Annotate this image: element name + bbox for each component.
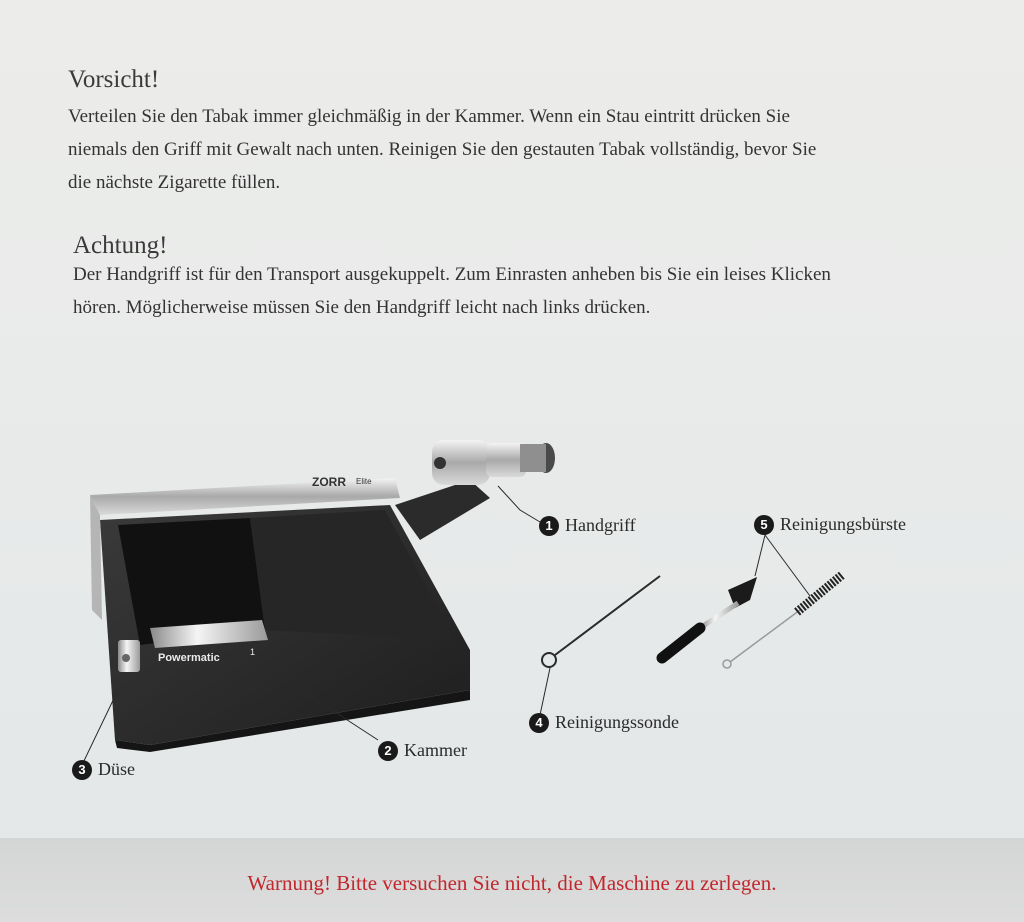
- brush-handle: [662, 628, 700, 658]
- paragraph-vorsicht: [68, 100, 816, 199]
- handle-hole: [434, 457, 446, 469]
- callout-kammer: [378, 740, 467, 761]
- callout-reinigungssonde: [529, 712, 679, 733]
- paragraph-line: Verteilen Sie den Tabak immer gleichmäßig in der Kammer. Wenn ein Stau eintritt drücken Sie: [68, 106, 790, 127]
- callout-label: Reinigungssonde: [555, 712, 679, 732]
- brush-bristles: [728, 577, 757, 608]
- handle: [432, 440, 555, 485]
- paragraph-line: hören. Möglicherweise müssen Sie den Handgriff leicht nach links drücken.: [73, 297, 651, 318]
- callout-reinigungsbuerste: [754, 514, 906, 535]
- callout-handgriff: [539, 515, 636, 536]
- leader-brush-b: [765, 535, 810, 596]
- heading-vorsicht: Vorsicht!: [68, 66, 160, 93]
- probe-ring: [542, 653, 556, 667]
- machine-model: Powermatic: [158, 652, 220, 664]
- cleaning-brush: [662, 577, 757, 658]
- callout-label: Handgriff: [565, 515, 636, 535]
- heading-achtung: Achtung!: [73, 232, 168, 259]
- nozzle-screw: [122, 654, 130, 662]
- callout-label: Düse: [98, 759, 135, 779]
- leader-duese: [82, 690, 118, 765]
- callout-number: 5: [754, 515, 774, 535]
- leader-handgriff: [498, 486, 540, 522]
- leader-reinigungssonde: [540, 668, 550, 715]
- footer-band: [0, 838, 1024, 922]
- paragraph-line: die nächste Zigarette füllen.: [68, 172, 281, 193]
- callout-number: 1: [539, 516, 559, 536]
- machine: [90, 440, 555, 752]
- brush-ferrule: [700, 603, 738, 628]
- warning-text: Warnung! Bitte versuchen Sie nicht, die Maschine zu zerlegen.: [247, 870, 777, 895]
- machine-model-sub: 1: [250, 647, 256, 657]
- machine-brand-sub: Elite: [356, 477, 372, 486]
- machine-diagram: [0, 420, 1024, 820]
- probe-rod: [555, 576, 660, 655]
- cleaning-probe: [542, 576, 660, 667]
- paragraph-achtung: [73, 258, 831, 324]
- leader-brush-a: [755, 535, 765, 576]
- wire-brush-stem: [730, 610, 800, 662]
- machine-brand: ZORR: [312, 475, 346, 489]
- callout-label: Kammer: [404, 740, 467, 760]
- wire-brush-bristles: [797, 575, 842, 612]
- wire-brush-loop: [723, 660, 731, 668]
- callout-number: 3: [72, 760, 92, 780]
- callout-duese: [72, 759, 135, 780]
- lever-arm: [395, 480, 490, 540]
- callout-label: Reinigungsbürste: [780, 514, 906, 534]
- paragraph-line: niemals den Griff mit Gewalt nach unten. Reinigen Sie den gestauten Tabak vollständig, bevor Sie: [68, 139, 817, 160]
- callout-number: 4: [529, 713, 549, 733]
- paragraph-line: Der Handgriff ist für den Transport ausgekuppelt. Zum Einrasten anheben bis Sie ein leises Klicken: [73, 264, 831, 285]
- callout-number: 2: [378, 741, 398, 761]
- handle-ring: [520, 444, 546, 472]
